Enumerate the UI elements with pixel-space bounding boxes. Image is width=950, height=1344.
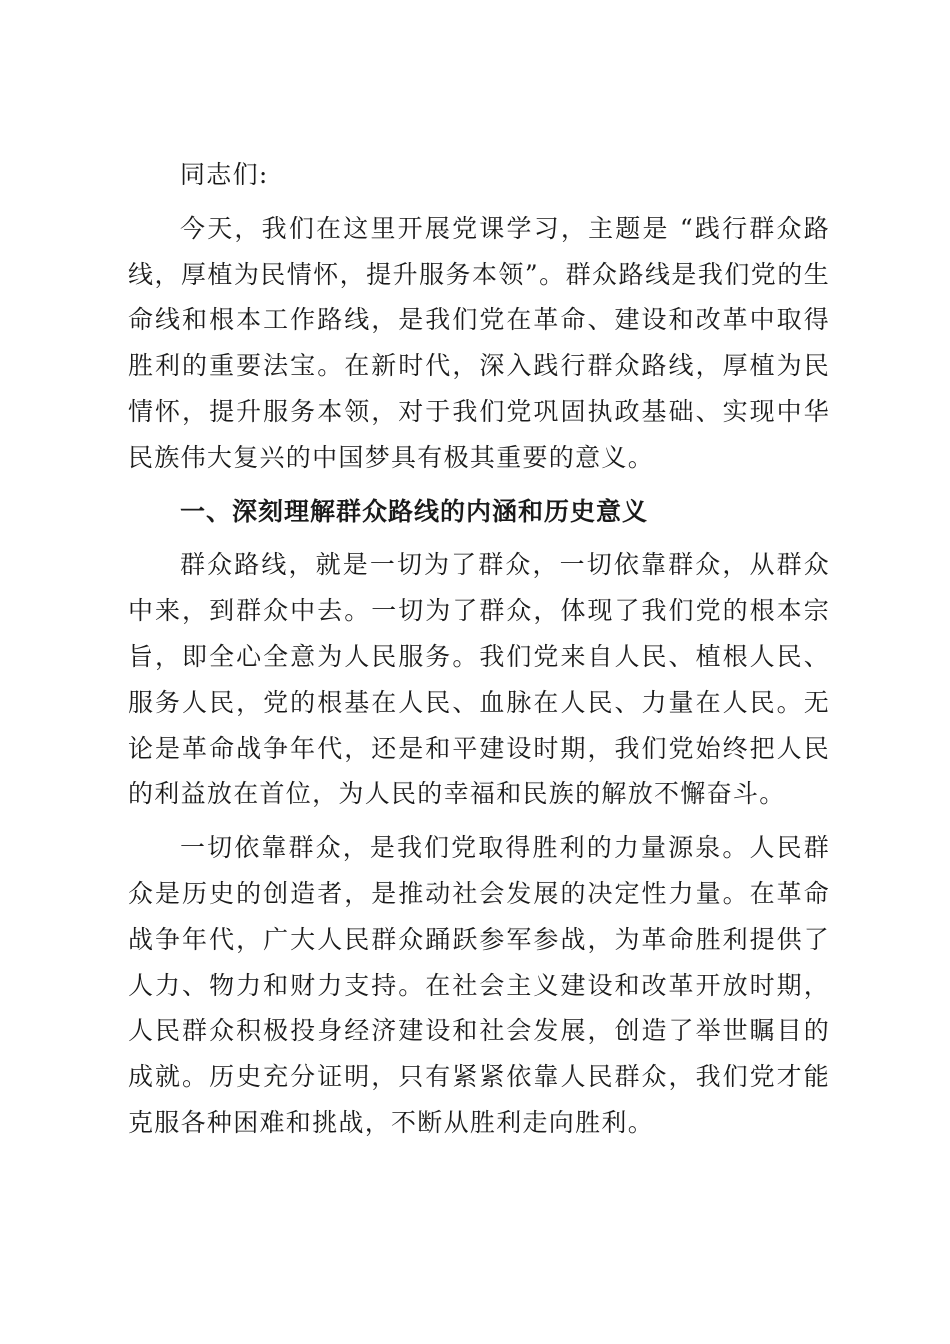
intro-paragraph: 今天，我们在这里开展党课学习，主题是 “践行群众路线，厚植为民情怀，提升服务本领”。群众路线是我们党的生命线和根本工作路线，是我们党在革命、建设和改革中取得胜利的重要法宝。在新时代，深入践行群众路线，厚植为民情怀，提升服务本领，对于我们党巩固执政基础、实现中华民族伟大复兴的中国梦具有极其重要的意义。 — [128, 213, 830, 472]
body-paragraph-2: 一切依靠群众，是我们党取得胜利的力量源泉。人民群众是历史的创造者，是推动社会发展的决定性力量。在革命战争年代，广大人民群众踊跃参军参战，为革命胜利提供了人力、物力和财力支持。在社会主义建设和改革开放时期，人民群众积极投身经济建设和社会发展，创造了举世瞩目的成就。历史充分证明，只有紧紧依靠人民群众，我们党才能克服各种困难和挑战，不断从胜利走向胜利。 — [128, 833, 830, 1137]
section-heading: 一、深刻理解群众路线的内涵和历史意义 — [180, 496, 649, 526]
document-body — [128, 152, 830, 1146]
salutation: 同志们: — [180, 160, 269, 189]
body-paragraph-1: 群众路线，就是一切为了群众，一切依靠群众，从群众中来，到群众中去。一切为了群众，体现了我们党的根本宗旨，即全心全意为人民服务。我们党来自人民、植根人民、服务人民，党的根基在人民、血脉在人民、力量在人民。无论是革命战争年代，还是和平建设时期，我们党始终把人民的利益放在首位，为人民的幸福和民族的解放不懈奋斗。 — [128, 550, 830, 809]
